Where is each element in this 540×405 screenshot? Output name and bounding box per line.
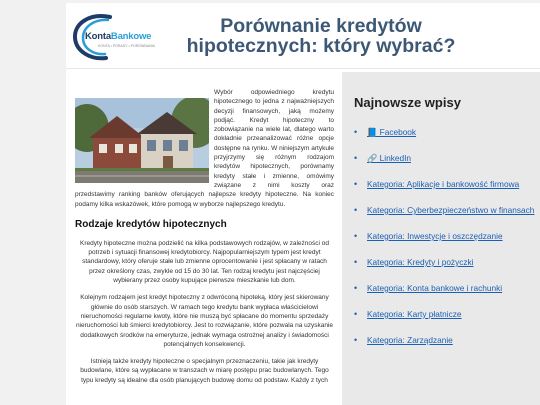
sidebar-item-aplikacje	[354, 179, 540, 190]
site-logo[interactable]	[72, 11, 155, 63]
linkedin-link[interactable]: 🔗 LinkedIn	[367, 153, 412, 163]
section-title: Rodzaje kredytów hipotecznych	[75, 218, 227, 230]
site-header	[66, 3, 540, 69]
article-paragraph: Kolejnym rodzajem jest kredyt hipoteczny z odwróconą hipoteką, który jest skierowany głównie do osób starszych. W ramach tego kredytu bank wypłaca właścicielowi nieruchomości regularne kwoty, które nie muszą być spłacane do momentu sprzedaży nieruchomości lub śmierci kredytobiorcy. Jest to rozwiązanie, które pozwala na uzyskanie dodatkowych środków na emeryturze, jednak wymaga ostrożnej analizy i świadomości potencjalnych konsekwencji.	[75, 294, 334, 348]
sidebar-item-linkedin	[354, 153, 540, 164]
sidebar-item-konta	[354, 283, 540, 294]
sidebar	[342, 72, 540, 405]
facebook-link[interactable]: 📘 Facebook	[367, 127, 417, 137]
category-link[interactable]: Kategoria: Cyberbezpieczeństwo w finansach	[367, 205, 535, 215]
category-link[interactable]: Kategoria: Inwestycje i oszczędzanie	[367, 231, 503, 241]
page-title: Porównanie kredytów hipotecznych: który wybrać?	[186, 15, 456, 57]
logo-tagline: KONTA • PORADY • PORÓWNANIA	[98, 44, 155, 48]
sidebar-item-cyber	[354, 205, 540, 216]
category-link[interactable]: Kategoria: Karty płatnicze	[367, 309, 462, 319]
category-link[interactable]: Kategoria: Konta bankowe i rachunki	[367, 283, 503, 293]
recent-posts-list	[354, 127, 540, 346]
category-link[interactable]: Kategoria: Zarządzanie	[367, 335, 453, 345]
sidebar-item-karty	[354, 309, 540, 320]
article-paragraph: Kredyty hipoteczne można podzielić na kilka podstawowych rodzajów, w zależności od potrzeb i sytuacji finansowej kredytobiorcy. Najpopularniejszym typem jest kredyt standardowy, który oferuje stałe lub zmienne oprocentowanie i jest spłacany w ratach przez określony czas, zwykle od 15 do 30 lat. Ten rodzaj kredytu jest najczęściej wybierany przez osoby kupujące pierwsze mieszkanie lub dom.	[80, 239, 329, 285]
intro-tail: przedstawimy ranking banków oferujących najlepsze kredyty hipoteczne. Na koniec podamy kilka wskazówek, które pomogą w wyborze najlepszego kredytu.	[75, 191, 334, 208]
sidebar-item-zarzadzanie	[354, 335, 540, 346]
sidebar-title: Najnowsze wpisy	[354, 95, 461, 110]
logo-text: KontaBankowe	[85, 31, 152, 42]
page	[66, 3, 540, 405]
article-content	[66, 69, 342, 405]
sidebar-item-facebook	[354, 127, 540, 138]
article-paragraph: Istnieją także kredyty hipoteczne o specjalnym przeznaczeniu, takie jak kredyty budowlane, które są wypłacane w transzach w miarę postępu prac budowlanych. Tego typu kredyty są idealne dla osób planujących budowę domu od podstaw. Każdy z tych	[80, 358, 329, 384]
category-link[interactable]: Kategoria: Aplikacje i bankowość firmowa	[367, 179, 520, 189]
intro-lead: Wybór odpowiedniego kredytu hipotecznego to jedna z najważniejszych decyzji finansowych, jaką możemy podjąć. Kredyt hipoteczny to zobowiązanie na wiele lat, dlatego warto dokładnie przeanalizować różne opcje dostępne na rynku. W niniejszym artykule przyjrzymy się różnym rodzajom kredytów hipotecznych, porównamy kredyty stałe i zmienne, omówimy związane z nimi koszty oraz	[214, 89, 334, 189]
sidebar-item-kredyty	[354, 257, 540, 268]
category-link[interactable]: Kategoria: Kredyty i pożyczki	[367, 257, 474, 267]
article-hero-image	[75, 98, 209, 183]
sidebar-item-inwestycje	[354, 231, 540, 242]
